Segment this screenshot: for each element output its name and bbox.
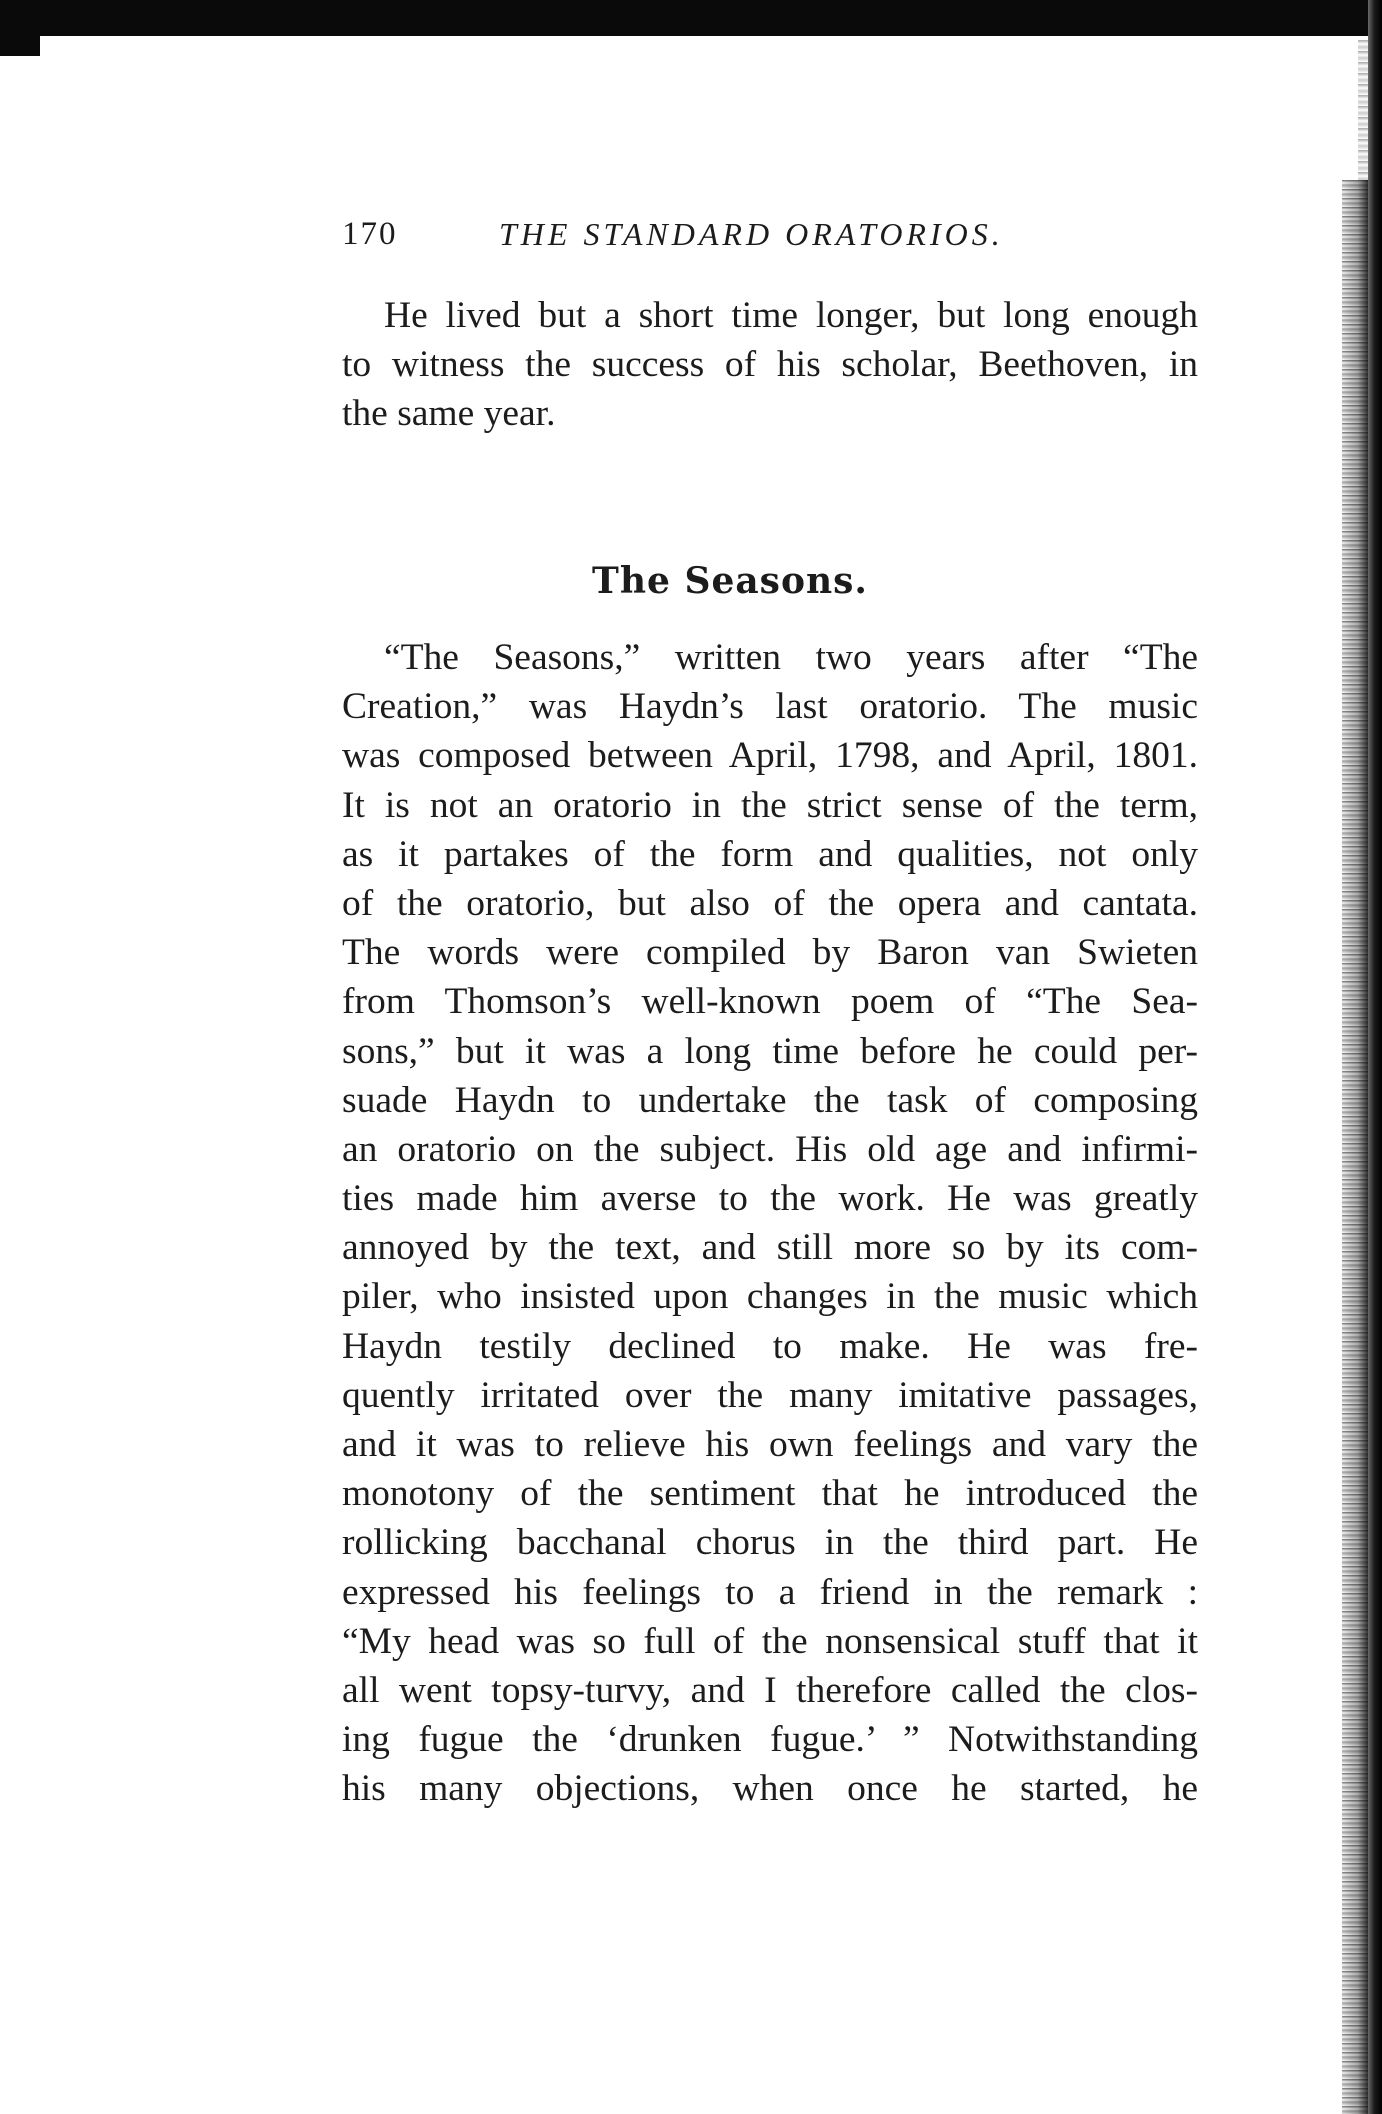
text-line: annoyed by the text, and still more so by its com-: [342, 1227, 1198, 1269]
text-line: Creation,” was Haydn’s last oratorio. The music: [342, 686, 1198, 728]
text-line: quently irritated over the many imitative passages,: [342, 1374, 1198, 1416]
text-line: as it partakes of the form and qualities, not only: [342, 833, 1198, 875]
running-title: THE STANDARD ORATORIOS.: [499, 216, 1004, 252]
text-line: to witness the success of his scholar, Beethoven, in: [342, 344, 1198, 386]
text-line: piler, who insisted upon changes in the music which: [342, 1276, 1198, 1318]
scan-edge-shadow-top: [1358, 40, 1368, 180]
text-line: ties made him averse to the work. He was greatly: [342, 1178, 1198, 1220]
text-line: suade Haydn to undertake the task of composing: [342, 1079, 1198, 1121]
text-line: the same year.: [342, 393, 556, 435]
text-line: was composed between April, 1798, and April, 1801.: [342, 735, 1198, 777]
text-line: and it was to relieve his own feelings and vary the: [342, 1424, 1198, 1465]
scan-border-top-lip: [0, 36, 40, 56]
intro-paragraph: [342, 291, 1198, 439]
text-line: The words were compiled by Baron van Swieten: [342, 932, 1198, 974]
text-line: an oratorio on the subject. His old age and infirmi-: [342, 1128, 1198, 1170]
text-line: It is not an oratorio in the strict sense of the term,: [342, 784, 1198, 826]
text-line: of the oratorio, but also of the opera and cantata.: [342, 882, 1198, 924]
text-line: rollicking bacchanal chorus in the third part. He: [342, 1522, 1198, 1564]
text-line: He lived but a short time longer, but long enough: [384, 295, 1198, 336]
text-line: ing fugue the ‘drunken fugue.’ ” Notwithstanding: [342, 1719, 1198, 1761]
scan-border-right: [1368, 0, 1382, 2114]
text-line: all went topsy-turvy, and I therefore called the clos-: [342, 1669, 1198, 1711]
text-line: Haydn testily declined to make. He was fre-: [342, 1325, 1198, 1367]
section-heading: The Seasons.: [592, 560, 868, 602]
body-paragraph: [342, 633, 1198, 1814]
text-line: expressed his feelings to a friend in the remark :: [342, 1571, 1198, 1613]
page-number: 170: [342, 216, 398, 252]
running-head: [342, 212, 1202, 256]
text-line: his many objections, when once he started, he: [342, 1768, 1198, 1810]
text-line: “My head was so full of the nonsensical stuff that it: [342, 1620, 1198, 1662]
scan-edge-shadow: [1342, 180, 1368, 2114]
text-line: monotony of the sentiment that he introduced the: [342, 1473, 1198, 1515]
scan-border-top: [0, 0, 1382, 36]
text-line: from Thomson’s well-known poem of “The Sea-: [342, 981, 1198, 1023]
text-line: sons,” but it was a long time before he could per-: [342, 1030, 1198, 1072]
text-line: “The Seasons,” written two years after “The: [384, 637, 1198, 678]
